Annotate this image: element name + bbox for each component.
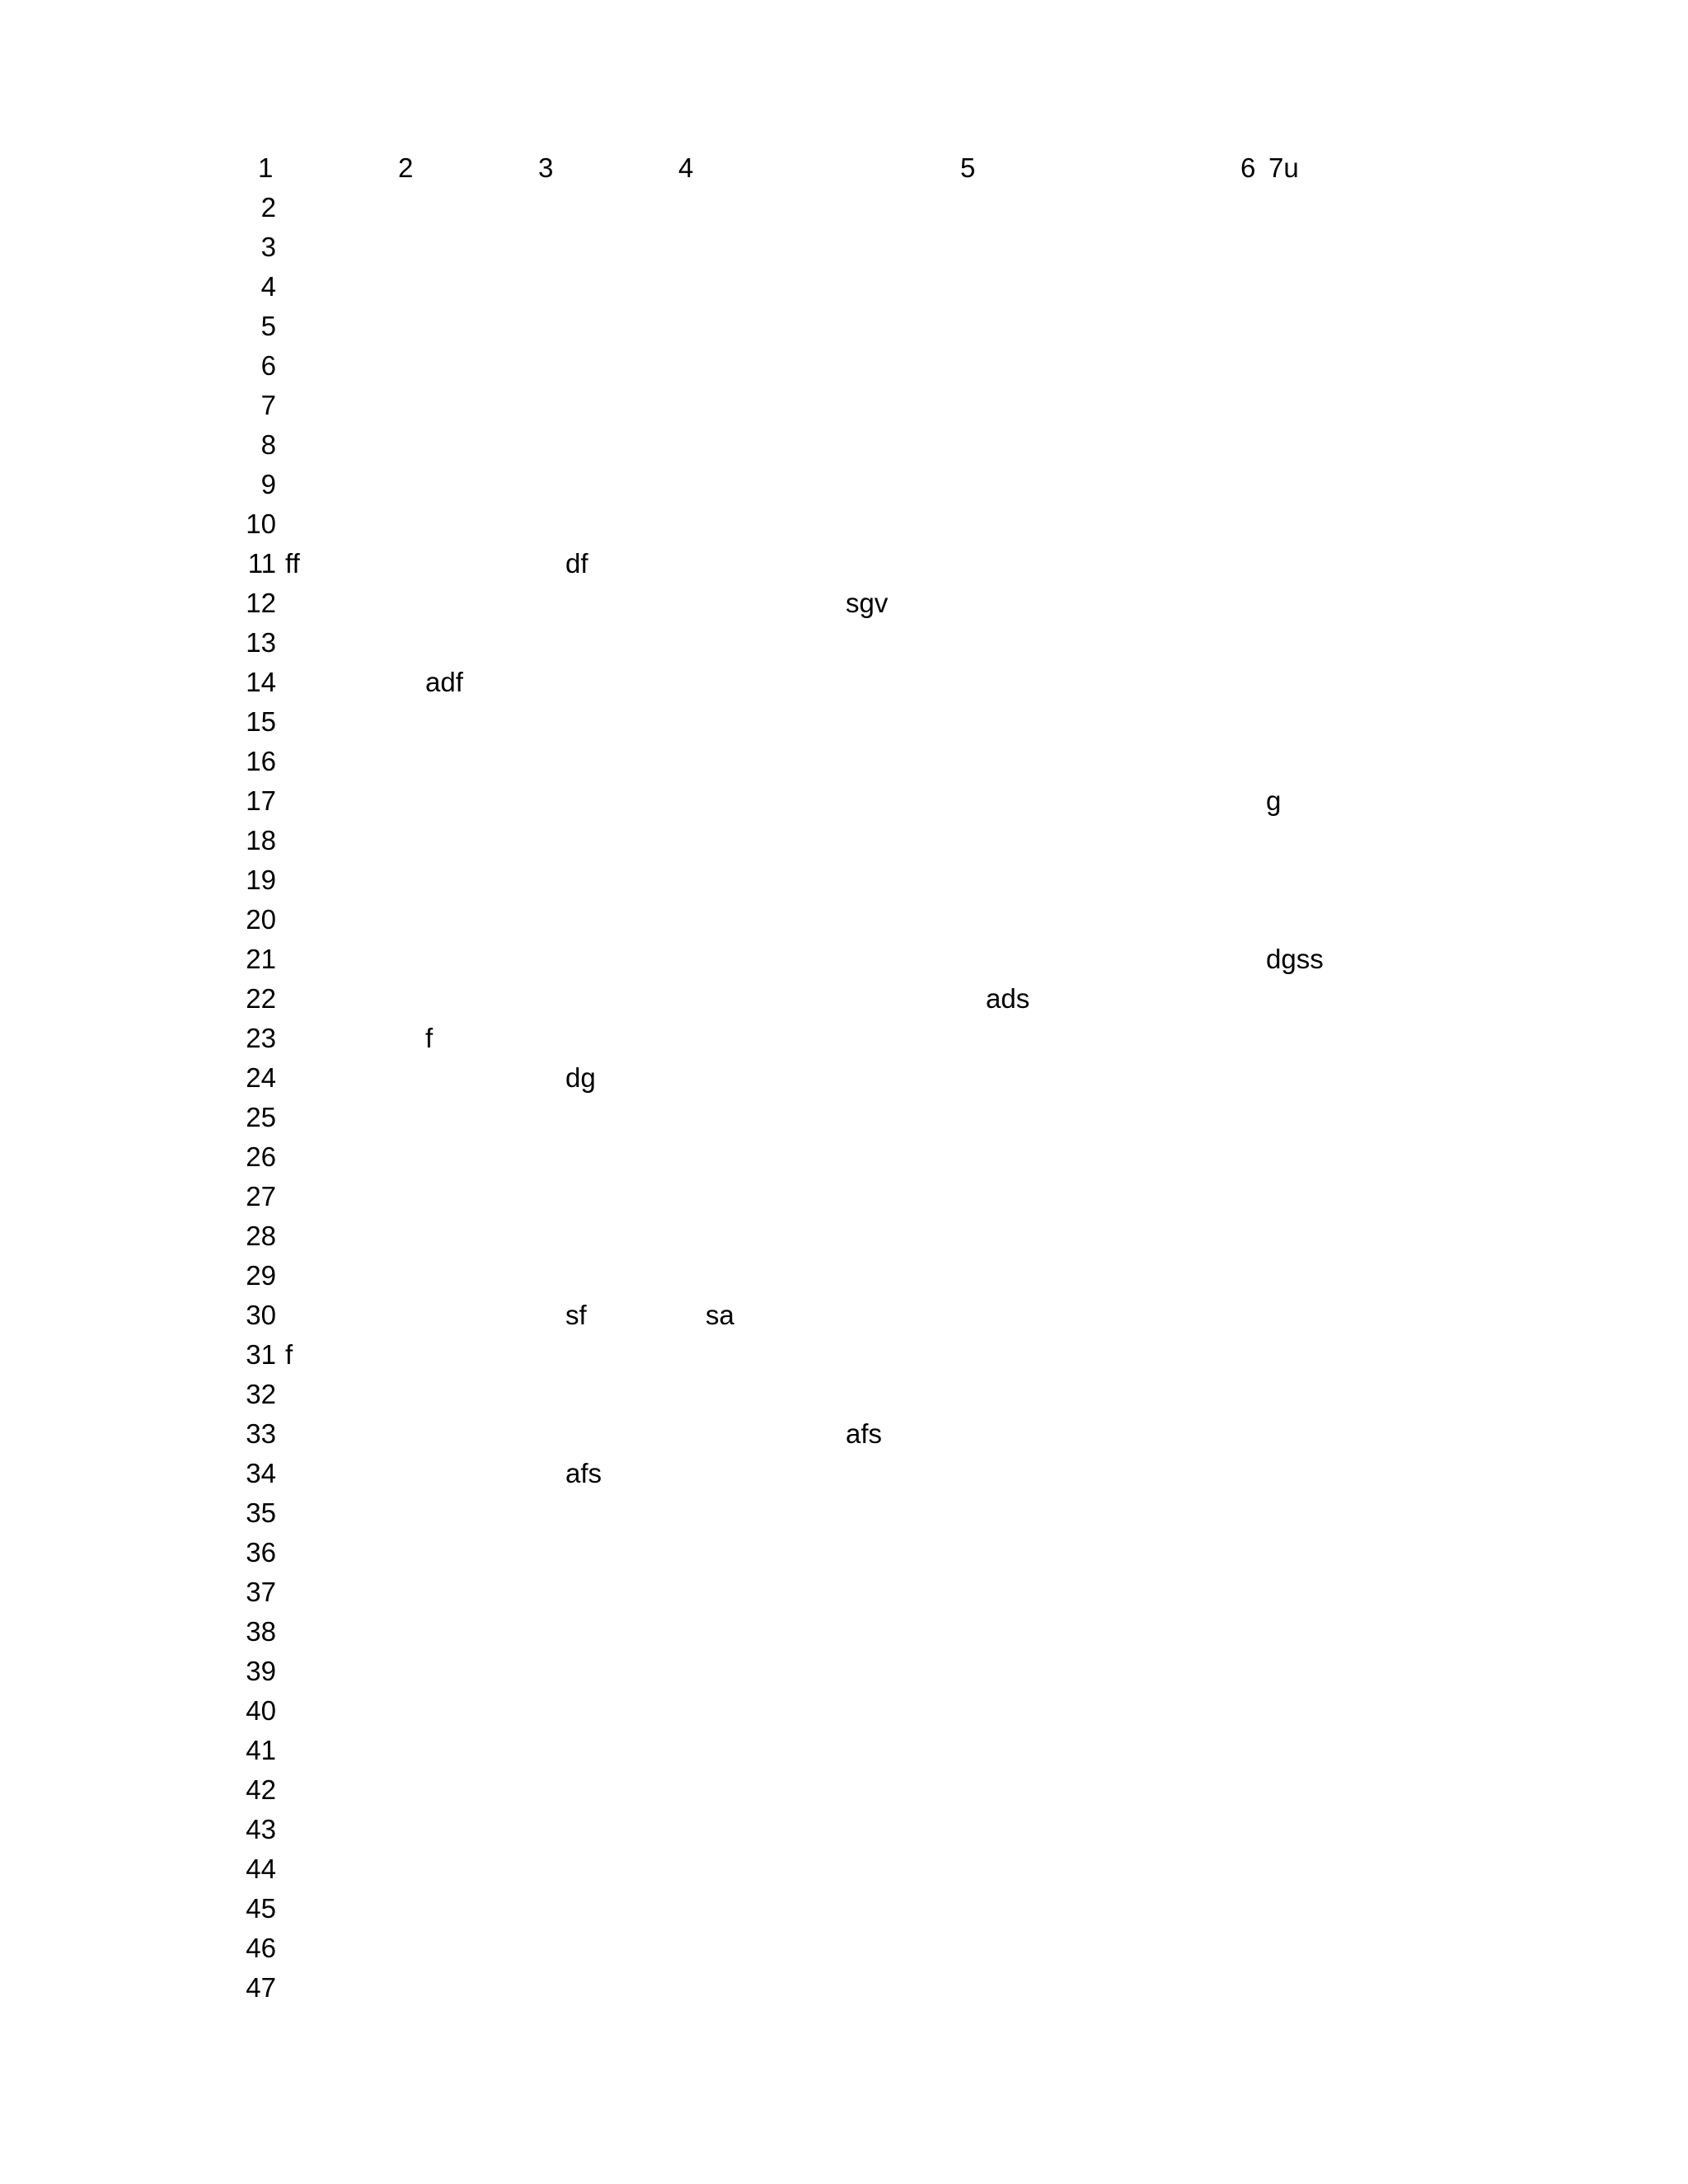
row-number: 20 [246, 904, 276, 935]
row-number: 33 [246, 1418, 276, 1449]
row-number: 24 [246, 1062, 276, 1093]
header-cell-4: 4 [678, 152, 694, 183]
row-number: 29 [246, 1260, 276, 1291]
row-number: 39 [246, 1656, 276, 1686]
row-number: 5 [260, 311, 276, 341]
row-number: 43 [246, 1814, 276, 1844]
data-cell: adf [425, 667, 463, 697]
row-number: 27 [246, 1181, 276, 1212]
row-number: 44 [246, 1854, 276, 1884]
row-number: 2 [260, 192, 276, 223]
row-number: 7 [260, 390, 276, 420]
row-number: 46 [246, 1933, 276, 1963]
data-cell: afs [846, 1418, 883, 1449]
header-cell-7: 7u [1268, 152, 1299, 183]
data-cell: sf [565, 1300, 587, 1330]
row-number: 6 [260, 350, 276, 381]
row-number: 40 [246, 1695, 276, 1726]
row-number: 13 [246, 627, 276, 658]
header-cell-6: 6 [1240, 152, 1256, 183]
data-cell: sgv [846, 588, 889, 618]
row-number: 17 [246, 785, 276, 816]
row-number: 18 [246, 825, 276, 855]
row-number: 19 [246, 865, 276, 895]
data-cell: dgss [1266, 944, 1324, 974]
row-number: 15 [246, 706, 276, 737]
row-number: 38 [246, 1616, 276, 1647]
data-cell: f [425, 1023, 434, 1053]
header-cell-5: 5 [960, 152, 976, 183]
row-number: 47 [246, 1972, 276, 2003]
header-cell-2: 2 [398, 152, 414, 183]
data-cell: df [565, 548, 588, 579]
header-cell-1: 1 [258, 152, 274, 183]
data-cell: f [285, 1339, 293, 1370]
row-number: 37 [246, 1577, 276, 1607]
row-number: 12 [246, 588, 276, 618]
row-number: 34 [246, 1458, 276, 1488]
row-number: 36 [246, 1537, 276, 1568]
row-number: 14 [246, 667, 276, 697]
row-number: 21 [246, 944, 276, 974]
row-number: 3 [260, 232, 276, 262]
row-number: 42 [246, 1774, 276, 1805]
row-number: 16 [246, 746, 276, 776]
data-cell: ff [285, 548, 300, 579]
data-cell: afs [565, 1458, 603, 1488]
row-number: 22 [246, 983, 276, 1014]
header-cell-3: 3 [538, 152, 554, 183]
row-number: 30 [246, 1300, 276, 1330]
row-number: 23 [246, 1023, 276, 1053]
row-number: 9 [260, 469, 276, 499]
row-number: 32 [246, 1379, 276, 1409]
data-cell: dg [565, 1062, 596, 1093]
row-number: 41 [246, 1735, 276, 1765]
row-number: 4 [260, 271, 276, 302]
data-cell: sa [706, 1300, 734, 1330]
data-cell: g [1266, 785, 1282, 816]
data-cell: ads [986, 983, 1030, 1014]
row-number: 25 [246, 1102, 276, 1132]
row-number: 45 [246, 1893, 276, 1924]
row-number: 8 [260, 429, 276, 460]
row-number: 10 [246, 509, 276, 539]
row-number: 26 [246, 1141, 276, 1172]
row-number: 35 [246, 1497, 276, 1528]
row-number: 28 [246, 1221, 276, 1251]
row-number: 11 [247, 548, 276, 579]
row-number: 31 [246, 1339, 276, 1370]
